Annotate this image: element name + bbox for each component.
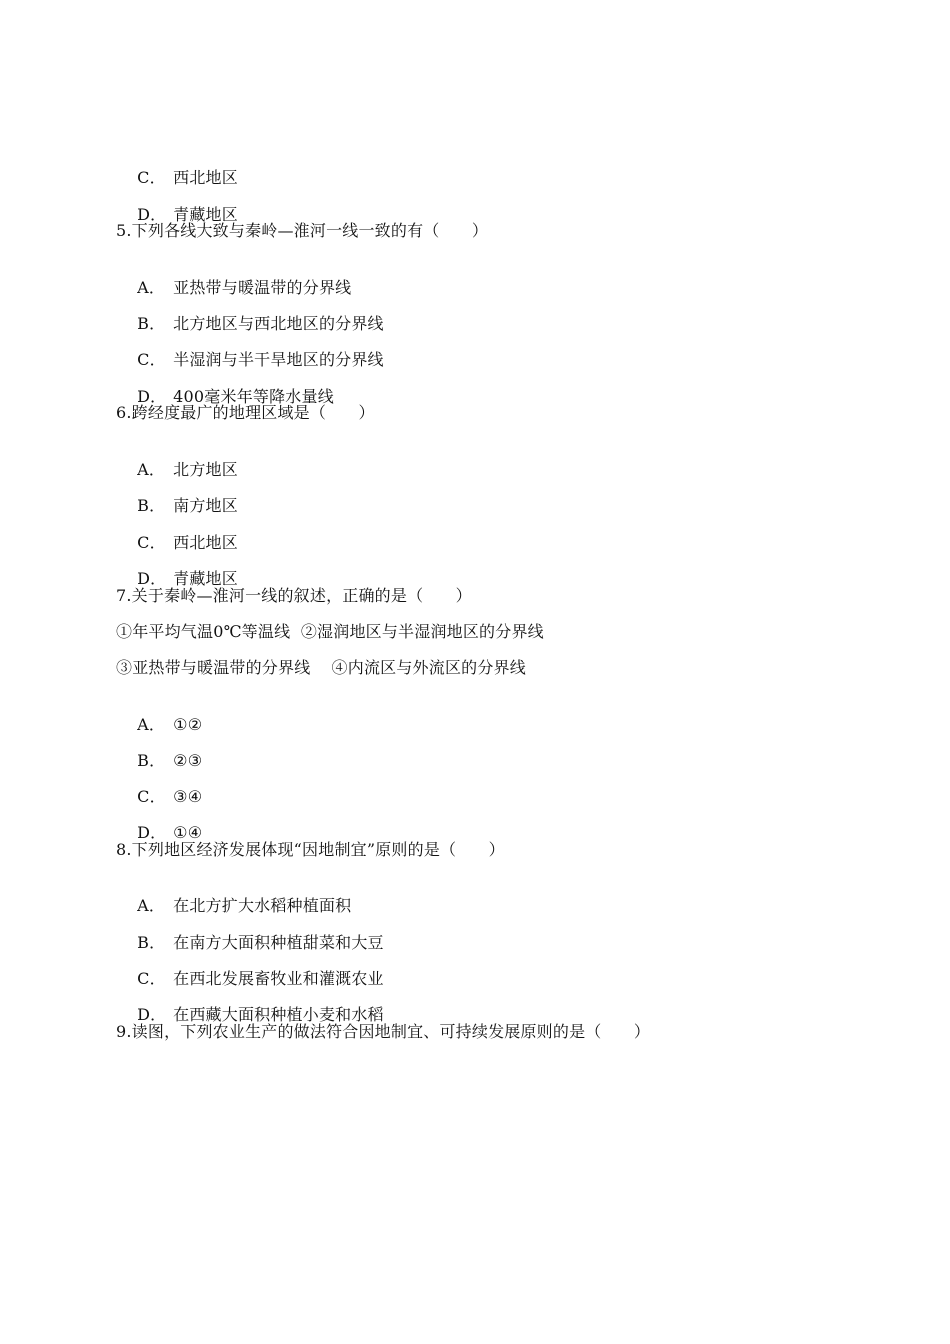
q5-stem: 5.下列各线大致与秦岭—淮河一线一致的有（ ）	[116, 221, 489, 240]
option-text: 西北地区	[173, 168, 238, 187]
option-text: 北方地区	[173, 460, 238, 479]
option-text: ③④	[173, 787, 203, 806]
option-text: 在北方扩大水稻种植面积	[173, 896, 352, 915]
option-text: 青藏地区	[173, 569, 238, 588]
q8-stem: 8.下列地区经济发展体现“因地制宜”原则的是（ ）	[116, 840, 505, 859]
q7-statement-line-1: ①年平均气温0℃等温线 ②湿润地区与半湿润地区的分界线	[116, 622, 544, 641]
q6-stem: 6.跨经度最广的地理区域是（ ）	[116, 403, 375, 422]
option-text: 在西藏大面积种植小麦和水稻	[173, 1005, 384, 1024]
option-text: 西北地区	[173, 533, 238, 552]
q9-stem: 9.读图，下列农业生产的做法符合因地制宜、可持续发展原则的是（ ）	[116, 1022, 651, 1041]
option-letter: A．	[137, 715, 166, 734]
option-text: ①②	[173, 715, 203, 734]
option-text: 亚热带与暖温带的分界线	[173, 278, 352, 297]
q7-stem: 7.关于秦岭—淮河一线的叙述，正确的是（ ）	[116, 586, 472, 605]
option-letter: B．	[137, 751, 166, 770]
option-text: 在西北发展畜牧业和灌溉农业	[173, 969, 384, 988]
option-letter: D．	[137, 1005, 167, 1024]
option-letter: C．	[137, 350, 166, 369]
option-text: 青藏地区	[173, 205, 238, 224]
option-letter: D．	[137, 205, 167, 224]
option-letter: C．	[137, 168, 166, 187]
option-text: 在南方大面积种植甜菜和大豆	[173, 933, 384, 952]
option-letter: C．	[137, 969, 166, 988]
q7-statement-line-2: ③亚热带与暖温带的分界线 ④内流区与外流区的分界线	[116, 658, 526, 677]
option-text: 400毫米年等降水量线	[173, 387, 334, 406]
option-text: ①④	[173, 823, 203, 842]
option-letter: A．	[137, 460, 166, 479]
option-text: 南方地区	[173, 496, 238, 515]
option-letter: D．	[137, 387, 167, 406]
option-letter: A．	[137, 278, 166, 297]
option-letter: B．	[137, 496, 166, 515]
option-letter: C．	[137, 787, 166, 806]
option-letter: B．	[137, 933, 166, 952]
option-letter: D．	[137, 823, 167, 842]
option-letter: A．	[137, 896, 166, 915]
option-text: ②③	[173, 751, 203, 770]
option-text: 半湿润与半干旱地区的分界线	[173, 350, 384, 369]
option-text: 北方地区与西北地区的分界线	[173, 314, 384, 333]
option-letter: C．	[137, 533, 166, 552]
option-letter: D．	[137, 569, 167, 588]
option-letter: B．	[137, 314, 166, 333]
